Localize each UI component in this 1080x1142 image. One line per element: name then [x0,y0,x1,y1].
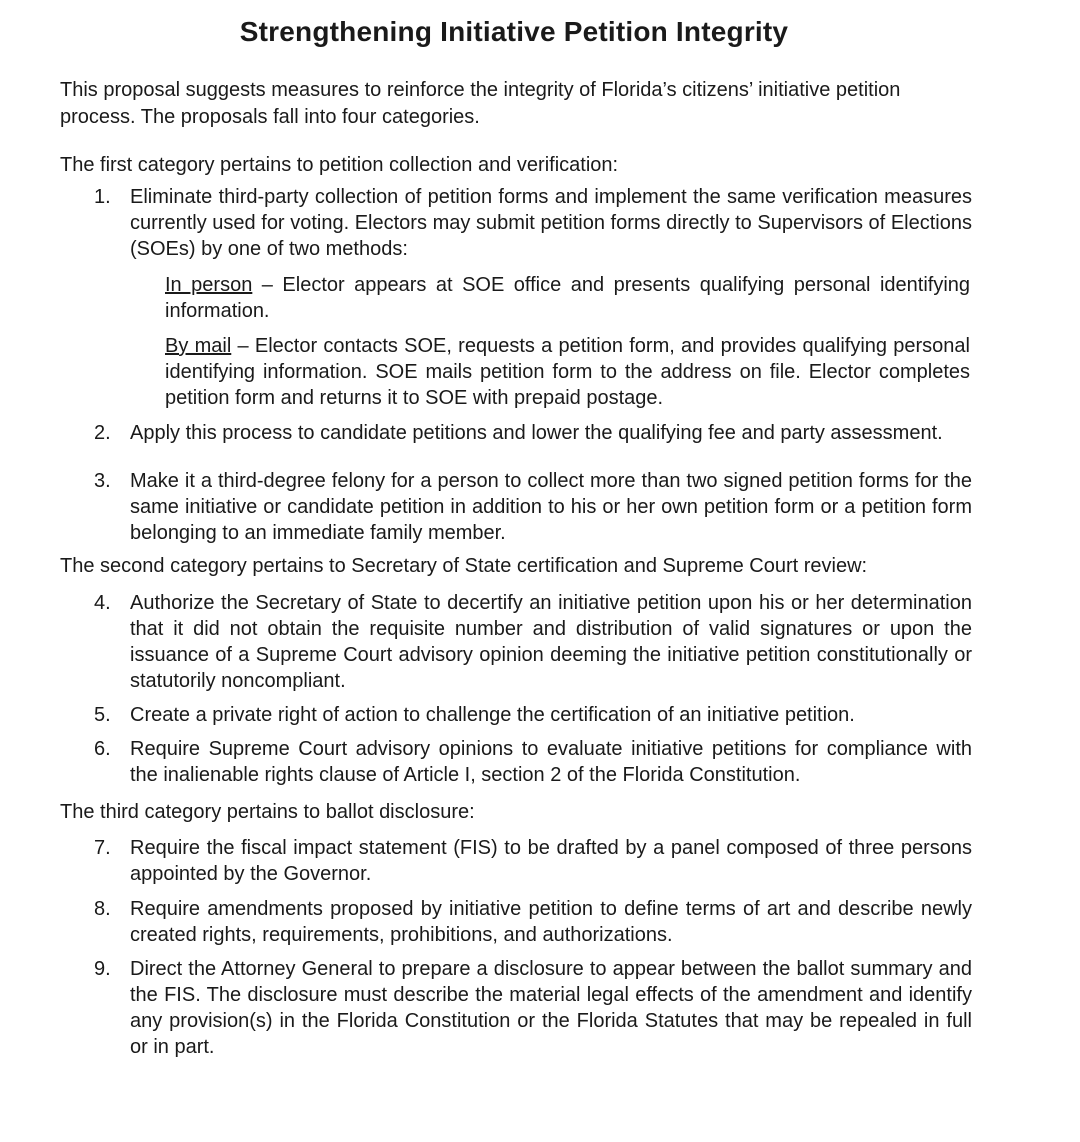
category-3-heading: The third category pertains to ballot disclosure: [60,801,475,823]
list-item-text: Require amendments proposed by initiative petition to define terms of art and describe newly created rights, requirements, prohibitions, and authorizations. [130,898,972,946]
category-2-heading: The second category pertains to Secretary of State certification and Supreme Court review: [60,555,868,577]
list-item-number: 1. [94,186,111,208]
list-item-7 [94,835,972,887]
method-label: In person [165,274,253,296]
list-item-text: Eliminate third-party collection of petition forms and implement the same verification measures currently used for voting. Electors may submit petition forms directly to Supervisors of Elections (SOEs) by one of two methods: [130,186,972,260]
list-item-3 [94,468,972,546]
list-item-6 [94,736,972,788]
list-item-text: Authorize the Secretary of State to decertify an initiative petition upon his or her determination that it did not obtain the requisite number and distribution of valid signatures or upon the issuance of a Supreme Court advisory opinion deeming the initiative petition constitutionally or statutorily noncompliant. [130,592,972,692]
method-text: – Elector contacts SOE, requests a petition form, and provides qualifying personal identifying information. SOE mails petition form to the address on file. Elector completes petition form and returns it to SOE with prepaid postage. [165,335,970,409]
list-item-number: 8. [94,898,111,920]
list-item-4 [94,590,972,694]
list-item-text: Create a private right of action to challenge the certification of an initiative petition. [130,704,855,726]
category-1-heading: The first category pertains to petition collection and verification: [60,154,619,176]
list-item-number: 6. [94,738,111,760]
list-item-1 [94,184,972,262]
list-item-5 [94,702,972,728]
intro-paragraph: This proposal suggests measures to reinforce the integrity of Florida’s citizens’ initiative petition process. The proposals fall into four categories. [60,79,901,128]
list-item-text: Direct the Attorney General to prepare a disclosure to appear between the ballot summary and the FIS. The disclosure must describe the material legal effects of the amendment and identify any provision(s) in the Florida Constitution or the Florida Statutes that may be repealed in full or in part. [130,958,972,1058]
list-item-number: 9. [94,958,111,980]
list-item-9 [94,956,972,1060]
list-item-text: Make it a third-degree felony for a person to collect more than two signed petition forms for the same initiative or candidate petition in addition to his or her own petition form or a petition form belonging to an immediate family member. [130,470,972,544]
method-text: – Elector appears at SOE office and presents qualifying personal identifying information. [165,274,971,322]
list-item-text: Require the fiscal impact statement (FIS) to be drafted by a panel composed of three persons appointed by the Governor. [130,837,972,885]
list-item-text: Require Supreme Court advisory opinions to evaluate initiative petitions for compliance with the inalienable rights clause of Article I, section 2 of the Florida Constitution. [130,738,972,786]
list-item-8 [94,896,972,948]
list-item-number: 5. [94,704,111,726]
list-item-number: 2. [94,422,111,444]
list-item-text: Apply this process to candidate petitions and lower the qualifying fee and party assessment. [130,422,943,444]
list-item-2 [94,420,972,446]
list-item-number: 3. [94,470,111,492]
method-label: By mail [165,335,232,357]
document-title: Strengthening Initiative Petition Integrity [239,16,789,47]
method-by-mail [165,333,970,411]
list-item-number: 7. [94,837,111,859]
list-item-number: 4. [94,592,111,614]
method-in-person [165,272,970,324]
